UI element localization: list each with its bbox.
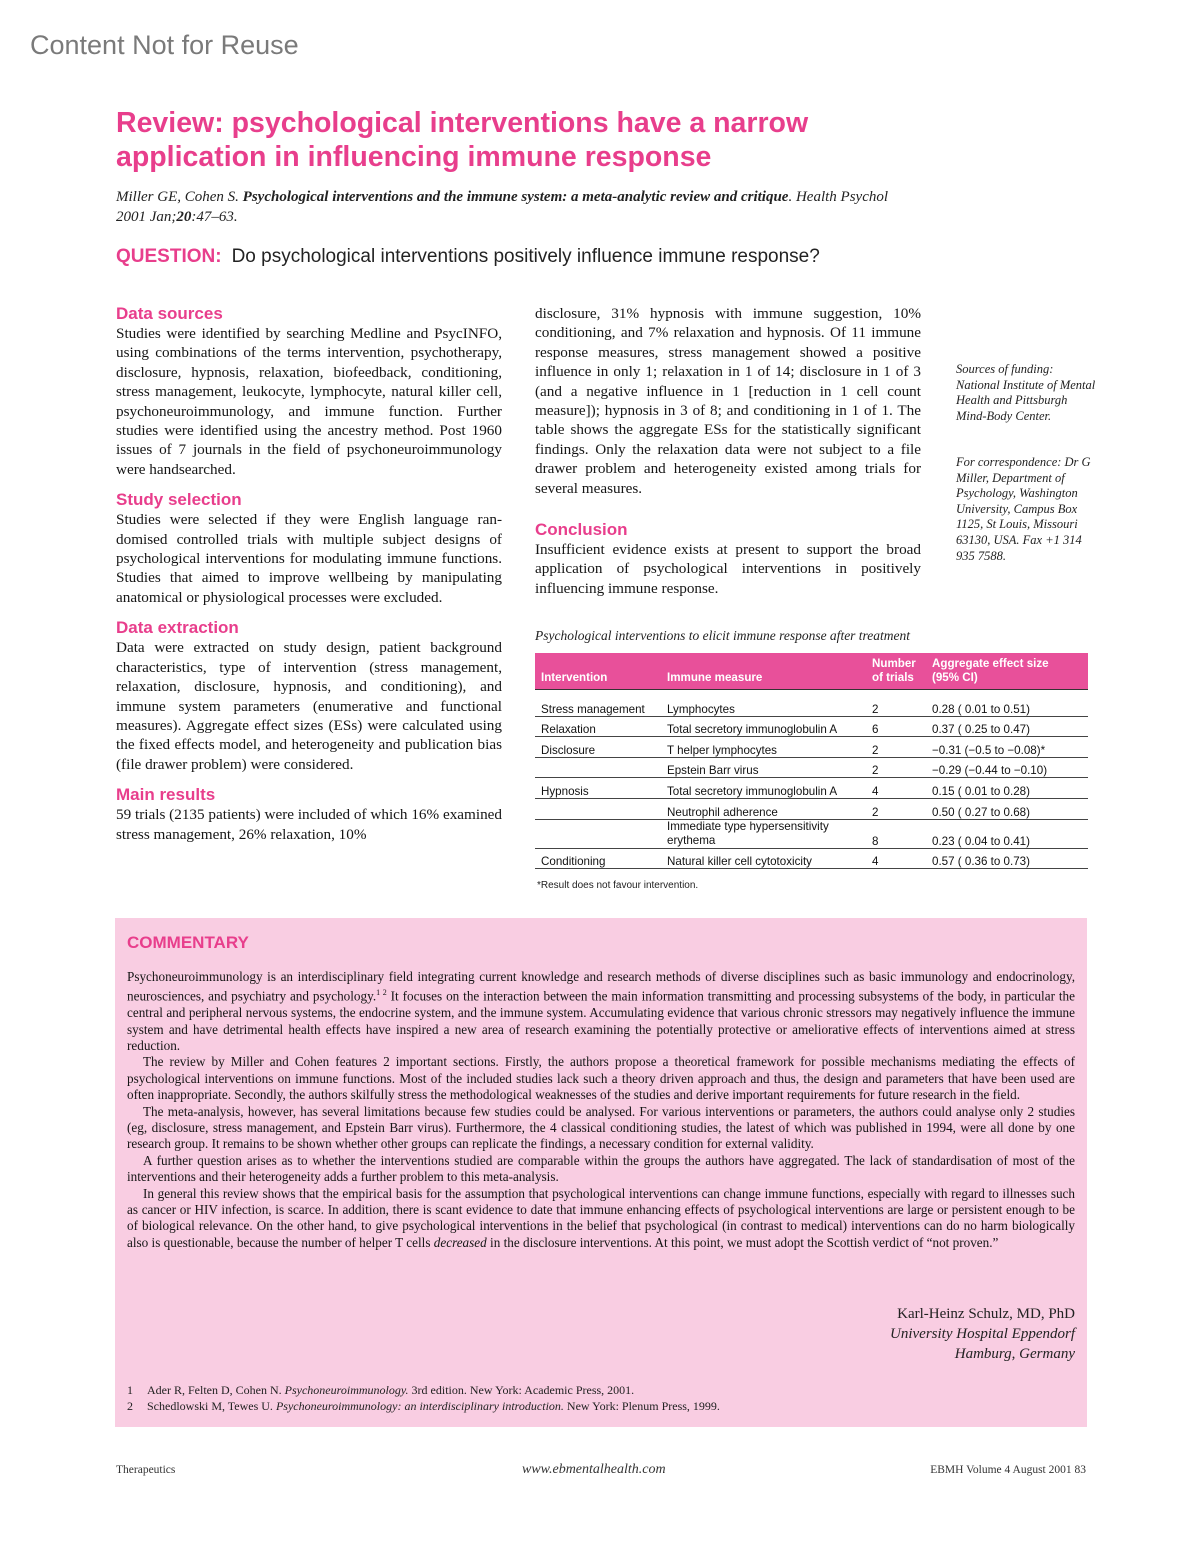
cell-intervention	[535, 819, 661, 848]
commentary-signature	[890, 1304, 1075, 1364]
cell-intervention	[535, 798, 661, 819]
study-selection-heading: Study selection	[116, 490, 242, 510]
left-column	[116, 304, 502, 844]
main-results-heading: Main results	[116, 785, 216, 805]
table-row	[535, 819, 1088, 848]
data-extraction-text: Data were extracted on study design, patient background characteristics, type of intervention (stress management, relaxation, disclosure, hypnosis, and conditioning), and immune system parameters (enumerative and functional measures). Aggregate effect sizes (ESs) were calculated using the fixed effects model, and heterogeneity and publication bias (file drawer problem) were considered.	[116, 639, 502, 773]
cell-trials: 2	[866, 737, 926, 758]
footer-url[interactable]: www.ebmentalhealth.com	[522, 1462, 666, 1477]
commentary-paragraph: The meta-analysis, however, has several limitations because few studies could be analysed. For various interventions or parameters, the authors could analyse only 2 studies (eg, disclosure, stress management, and Epstein Barr virus). Furthermore, the 4 classical conditioning studies, the latest of which was published in 1994, were all done by one research group. It remains to be shown whether other groups can replicate the findings, a necessary condition for external validity.	[127, 1103, 1075, 1152]
cell-effect-size: 0.28 ( 0.01 to 0.51)	[926, 690, 1088, 717]
commentary-paragraph: In general this review shows that the empirical basis for the assumption that psychological interventions can change immune functions, especially with regard to illnesses such as cancer or HIV infection, is scarce. In addition, there is scant evidence to date that immune enhancing effects of psychological interventions are large or persistent enough to be of biological relevance. On the other hand, to give psychological interventions in the belief that psychological (in contrast to medical) interventions can do no harm biologically also is questionable, because the number of helper T cells decreased in the disclosure interventions. At this point, we must adopt the Scottish verdict of “not proven.”	[127, 1185, 1075, 1250]
citation	[116, 187, 916, 227]
funding-note: Sources of funding: National Institute of Mental Health and Pittsburgh Mind-Body Center.	[956, 362, 1096, 423]
data-sources-heading: Data sources	[116, 304, 223, 323]
study-selection-text: Studies were selected if they were English language randomised controlled trials with multiple subject designs of psychological interventions for modulating immune functions. Studies that aimed to improve wellbeing by manipulating anatomical or physiological processes were excluded.	[116, 511, 502, 606]
commentary-body	[127, 969, 1075, 1251]
main-results-text-col2: disclosure, 31% hypnosis with immune suggestion, 10% conditioning, and 7% relaxation and hypnosis. Of 11 immune response measures, stress management showed a positive influence in only 1; relaxation in 1 of 14; disclosure in 1 of 3 (and a negative influence in 1 [reduction in 1 cell count measure]); hypnosis in 3 of 8; and conditioning in 1 of 1. The table shows the aggregate ESs for the statistically significant findings. Only the relaxation data were not subject to a file drawer problem and heterogeneity existed among trials for several measures.	[535, 305, 921, 497]
col-header-trials: Number of trials	[866, 653, 926, 690]
cell-trials: 6	[866, 716, 926, 737]
cell-measure: Total secretory immunoglobulin A	[661, 716, 866, 737]
cell-measure: Lymphocytes	[661, 690, 866, 717]
citation-article-title: Psychological interventions and the immune system: a meta-analytic review and critique	[242, 189, 789, 205]
citation-authors: Miller GE, Cohen S.	[116, 189, 239, 205]
commentary-paragraph: A further question arises as to whether the interventions studied are comparable within the groups the authors have aggregated. The lack of standardisation of most of the interventions and their heterogeneity adds a further problem to this meta-analysis.	[127, 1152, 1075, 1185]
cell-effect-size: −0.31 (−0.5 to −0.08)*	[926, 737, 1088, 758]
article-title: Review: psychological interventions have a narrow application in influencing immune response	[116, 107, 809, 173]
cell-trials: 8	[866, 819, 926, 848]
cell-intervention: Stress management	[535, 690, 661, 717]
col-header-intervention: Intervention	[535, 653, 661, 690]
cell-measure: Natural killer cell cytotoxicity	[661, 848, 866, 869]
citation-pages: :47–63.	[191, 209, 238, 225]
table-row	[535, 690, 1088, 717]
cell-trials: 2	[866, 757, 926, 778]
cell-intervention: Conditioning	[535, 848, 661, 869]
cell-intervention: Disclosure	[535, 737, 661, 758]
main-results-text-col1: 59 trials (2135 patients) were included of which 16% examined stress management, 26% relaxation, 10%	[116, 806, 502, 843]
cell-effect-size: 0.57 ( 0.36 to 0.73)	[926, 848, 1088, 869]
cell-trials: 2	[866, 798, 926, 819]
references	[127, 1383, 1067, 1414]
reference-item: 1 Ader R, Felten D, Cohen N. Psychoneuroimmunology. 3rd edition. New York: Academic Press, 2001.	[127, 1383, 635, 1397]
citation-volume: 20	[176, 209, 192, 225]
middle-column	[535, 304, 921, 598]
data-extraction-heading: Data extraction	[116, 618, 239, 638]
table-row	[535, 737, 1088, 758]
commentary-paragraph: Psychoneuroimmunology is an interdisciplinary field integrating current knowledge and research methods of diverse disciplines such as basic immunology and endocrinology, neurosciences, and psychiatry and psychology.$^{1 2}$ It focuses on the interaction between the main information transmitting and processing subsystems of the body, in particular the central and peripheral nervous systems, the endocrine system, and the immune system. Accumulating evidence that various chronic stressors may negatively influence the immune system and have detrimental health effects have inspired a new area of research examining the potentially protective or ameliorative effects of interventions aimed at stress reduction.	[127, 969, 1075, 1054]
cell-trials: 4	[866, 848, 926, 869]
cell-intervention: Relaxation	[535, 716, 661, 737]
cell-effect-size: 0.15 ( 0.01 to 0.28)	[926, 778, 1088, 799]
table-footnote: *Result does not favour intervention.	[537, 880, 699, 891]
citation-superscript: 1 2	[376, 988, 387, 998]
cell-measure: Total secretory immunoglobulin A	[661, 778, 866, 799]
correspondence-note: For correspondence: Dr G Miller, Department of Psychology, Washington University, Campus Box 1125, St Louis, Missouri 63130, USA. Fax +1 314 935 7588.	[956, 455, 1091, 563]
results-table	[535, 653, 1088, 869]
signature-affiliation: University Hospital Eppendorf	[890, 1326, 1075, 1342]
commentary-paragraph: The review by Miller and Cohen features 2 important sections. Firstly, the authors propose a theoretical framework for possible mechanisms mediating the effects of psychological interventions on immune functions. Most of the included studies lack such a theory driven approach and thus, the design and parameters that have been used are often inappropriate. Secondly, the authors skilfully stress the methodological weaknesses of the studies and derive important requirements for future research in the field.	[127, 1054, 1075, 1103]
table-header-row	[535, 653, 1088, 690]
cell-trials: 4	[866, 778, 926, 799]
signature-location: Hamburg, Germany	[954, 1346, 1075, 1362]
watermark: Content Not for Reuse	[30, 30, 299, 60]
table-row	[535, 716, 1088, 737]
cell-measure: Epstein Barr virus	[661, 757, 866, 778]
col-header-measure: Immune measure	[661, 653, 866, 690]
table-row	[535, 757, 1088, 778]
footer-section: Therapeutics	[116, 1464, 176, 1476]
data-sources-text: Studies were identified by searching Medline and PsycINFO, using combinations of the terms intervention, psychotherapy, disclosure, hypnosis, relaxation, biofeedback, conditioning, stress management, leukocyte, lymphocyte, natural killer cell, psychoneuroimmunology, and immune function. Further studies were identified using the ancestry method. Post 1960 issues of 7 journals in the field of psychoneuroimmunology were handsearched.	[116, 325, 502, 478]
cell-intervention	[535, 757, 661, 778]
cell-measure: Neutrophil adherence	[661, 798, 866, 819]
table-row	[535, 798, 1088, 819]
cell-intervention: Hypnosis	[535, 778, 661, 799]
signature-name: Karl-Heinz Schulz, MD, PhD	[897, 1306, 1075, 1322]
reference-item: 2 Schedlowski M, Tewes U. Psychoneuroimmunology: an interdisciplinary introduction. New York: Plenum Press, 1999.	[127, 1398, 720, 1413]
question-text: Do psychological interventions positively influence immune response?	[231, 246, 820, 267]
cell-measure: T helper lymphocytes	[661, 737, 866, 758]
cell-effect-size: −0.29 (−0.44 to −0.10)	[926, 757, 1088, 778]
commentary-heading: COMMENTARY	[127, 933, 249, 952]
col-header-effect-size: Aggregate effect size (95% CI)	[926, 653, 1088, 690]
cell-effect-size: 0.37 ( 0.25 to 0.47)	[926, 716, 1088, 737]
table-row	[535, 848, 1088, 869]
table-caption: Psychological interventions to elicit immune response after treatment	[535, 628, 911, 643]
cell-effect-size: 0.50 ( 0.27 to 0.68)	[926, 798, 1088, 819]
cell-effect-size: 0.23 ( 0.04 to 0.41)	[926, 819, 1088, 848]
cell-trials: 2	[866, 690, 926, 717]
table-row	[535, 778, 1088, 799]
footer-volume: EBMH Volume 4 August 2001 83	[930, 1464, 1086, 1476]
question	[116, 246, 1116, 268]
cell-measure: Immediate type hypersensitivity erythema	[661, 819, 866, 848]
citation-journal: . Health Psychol 2001 Jan;	[116, 189, 889, 225]
conclusion-heading: Conclusion	[535, 520, 628, 540]
conclusion-text: Insufficient evidence exists at present to support the broad application of psychological interventions in positively influencing immune response.	[535, 541, 921, 597]
question-label: QUESTION:	[116, 246, 222, 267]
